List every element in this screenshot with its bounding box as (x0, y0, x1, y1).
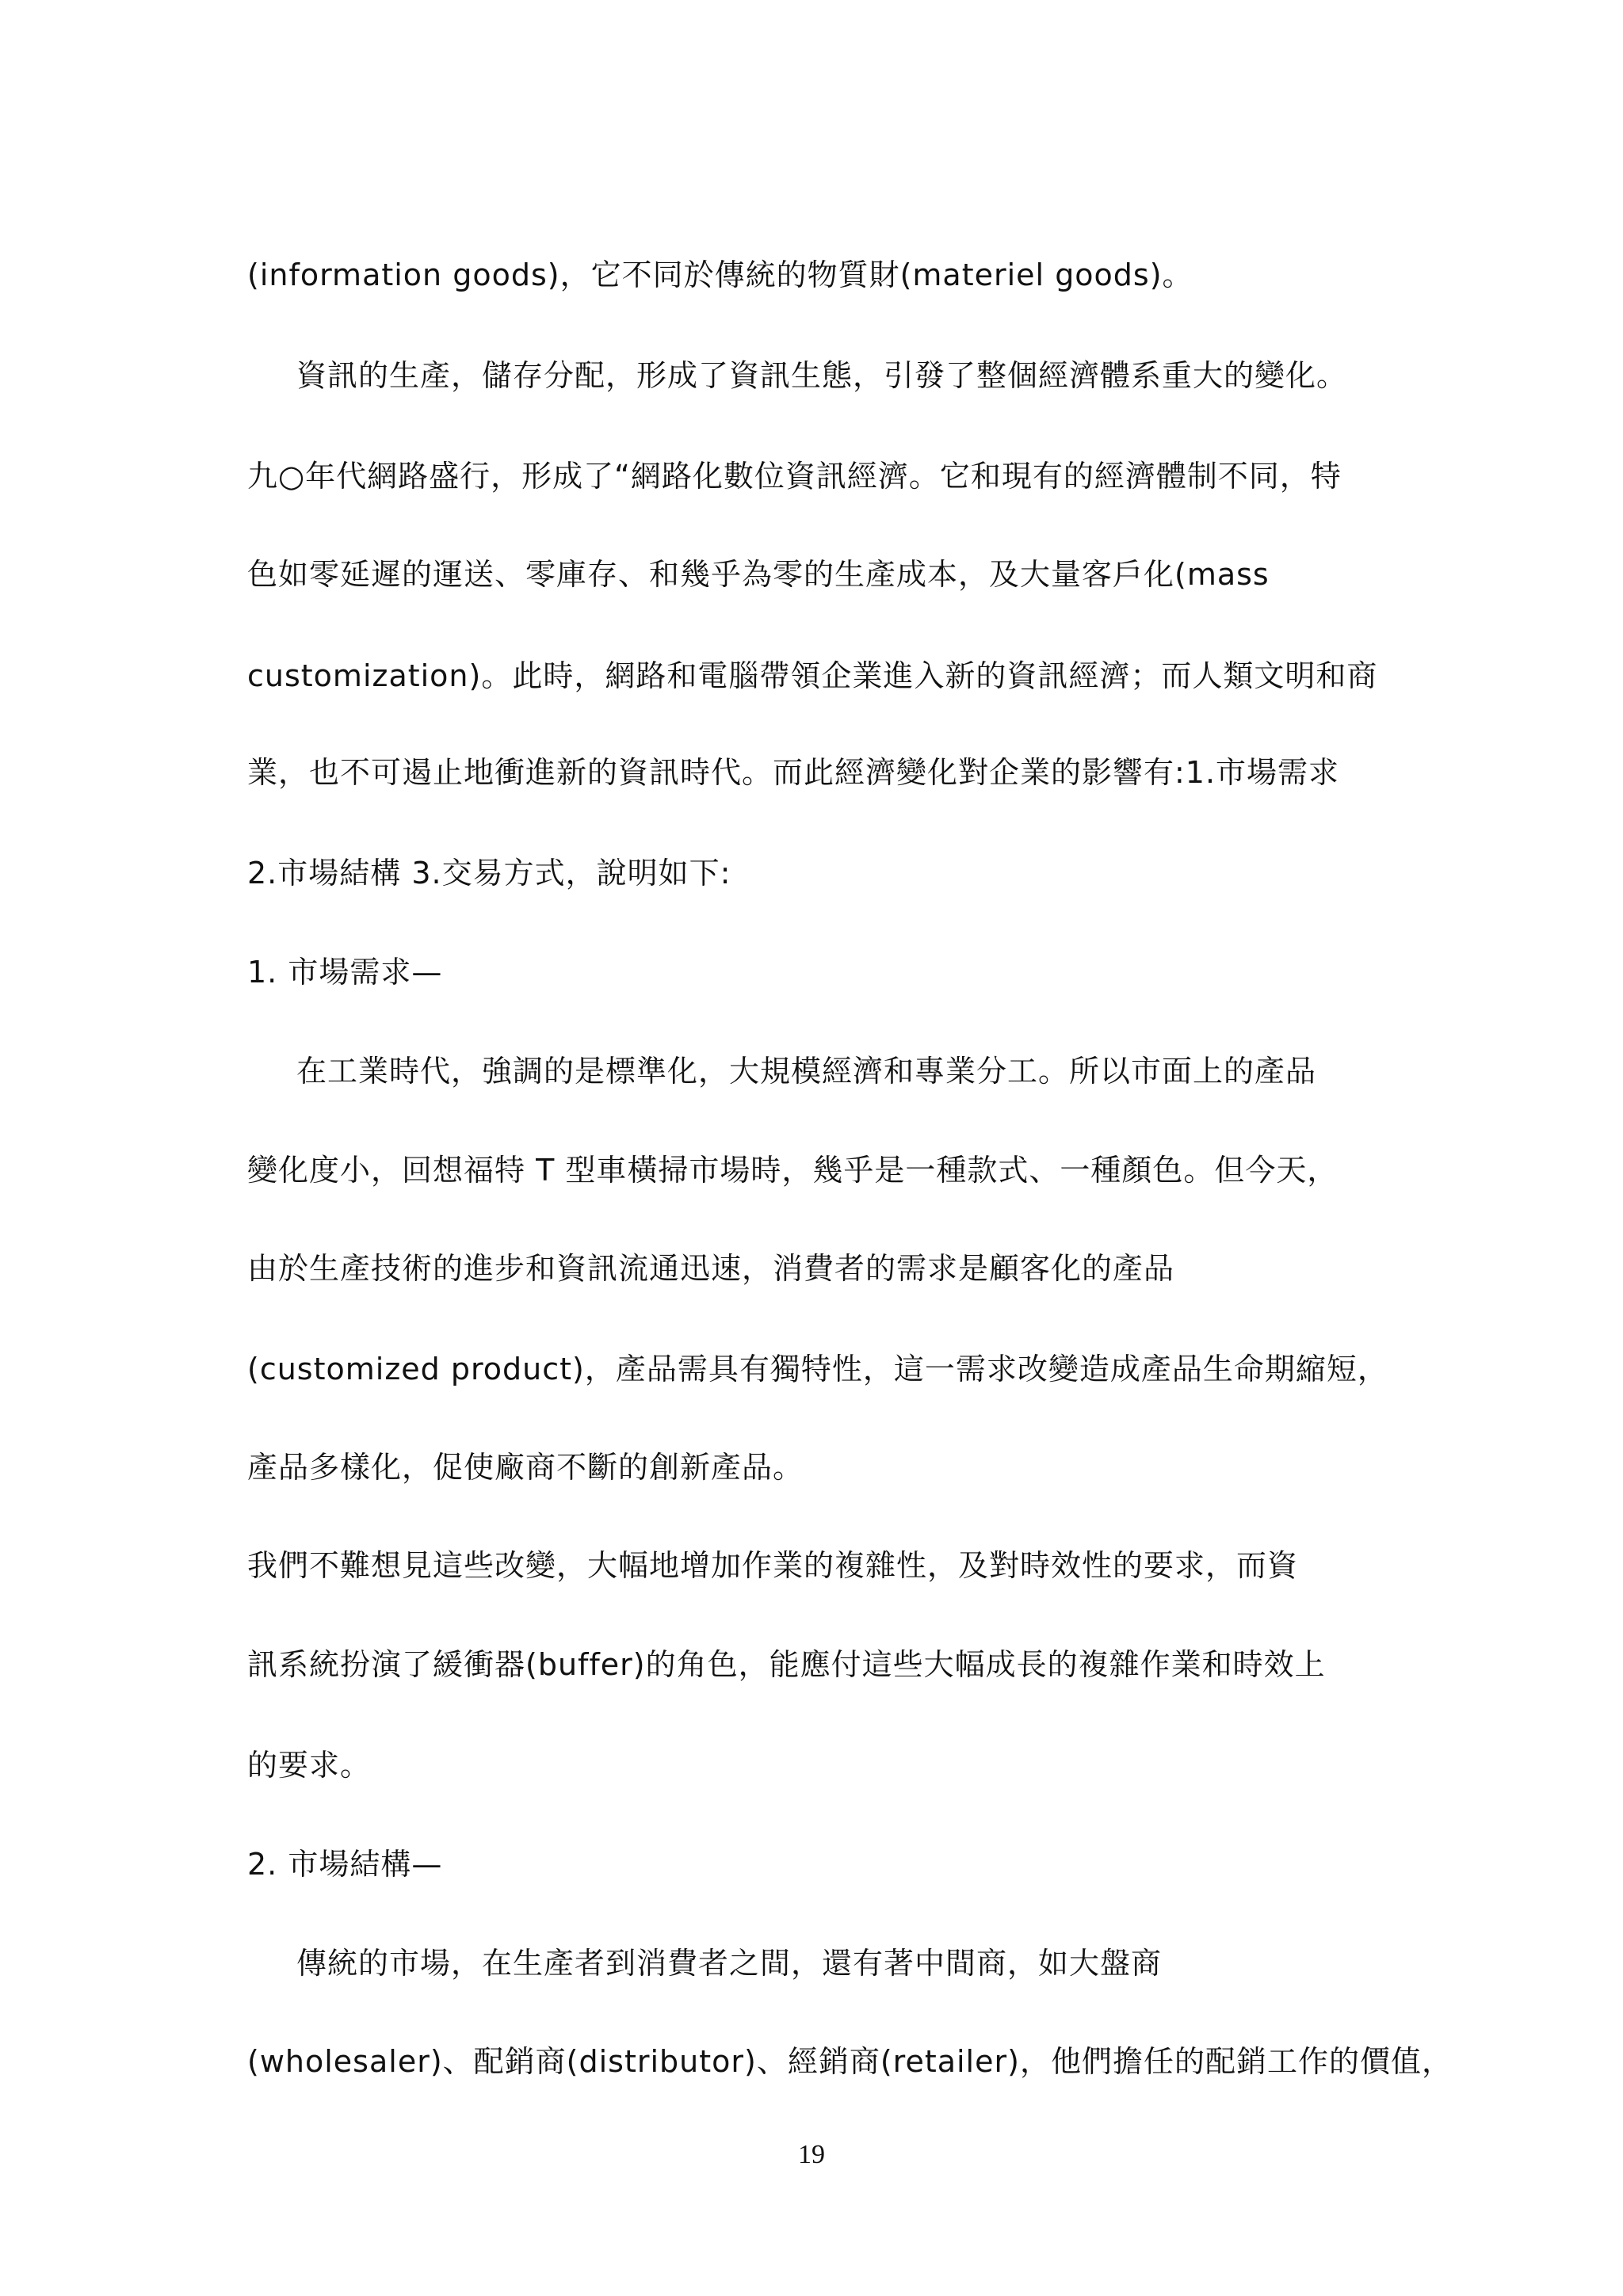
text-line-12: (customized product)，產品需具有獨特性，這一需求改變造成產品生命期縮短， (247, 1352, 1388, 1386)
text-line-10: 變化度小，回想福特 T 型車橫掃市場時，幾乎是一種款式、一種顏色。但今天， (247, 1153, 1338, 1188)
text-line-3: 九○年代網路盛行，形成了“網路化數位資訊經濟。它和現有的經濟體制不同，特 (247, 459, 1342, 494)
text-line-4: 色如零延遲的運送、零庫存、和幾乎為零的生產成本，及大量客戶化(mass (247, 557, 1270, 592)
text-line-7: 2.市場結構 3.交易方式，說明如下: (247, 856, 731, 891)
text-line-5: customization)。此時，網路和電腦帶領企業進入新的資訊經濟；而人類文明和商 (247, 658, 1378, 693)
section-heading-2: 2. 市場結構— (247, 1847, 443, 1882)
text-line-2: 資訊的生產，儲存分配，形成了資訊生態，引發了整個經濟體系重大的變化。 (296, 358, 1348, 393)
text-line-11: 由於生產技術的進步和資訊流通迅速，消費者的需求是顧客化的產品 (247, 1251, 1175, 1286)
text-line-16: 的要求。 (247, 1748, 372, 1783)
text-line-15: 訊系統扮演了緩衝器(buffer)的角色，能應付這些大幅成長的複雜作業和時效上 (247, 1647, 1326, 1682)
text-line-1: (information goods)，它不同於傳統的物質財(materiel goods)。 (247, 257, 1193, 292)
page-number: 19 (798, 2140, 825, 2169)
section-heading-1: 1. 市場需求— (247, 955, 443, 990)
text-line-19: (wholesaler)、配銷商(distributor)、經銷商(retailer)，他們擔任的配銷工作的價值， (247, 2044, 1453, 2079)
text-line-9: 在工業時代，強調的是標準化，大規模經濟和專業分工。所以市面上的產品 (296, 1054, 1317, 1089)
text-line-13: 產品多樣化，促使廠商不斷的創新產品。 (247, 1450, 804, 1485)
text-line-18: 傳統的市場，在生產者到消費者之間，還有著中間商，如大盤商 (296, 1946, 1163, 1981)
text-line-6: 業，也不可遏止地衝進新的資訊時代。而此經濟變化對企業的影響有:1.市場需求 (247, 755, 1340, 790)
text-line-14: 我們不難想見這些改變，大幅地增加作業的複雜性，及對時效性的要求，而資 (247, 1548, 1299, 1583)
